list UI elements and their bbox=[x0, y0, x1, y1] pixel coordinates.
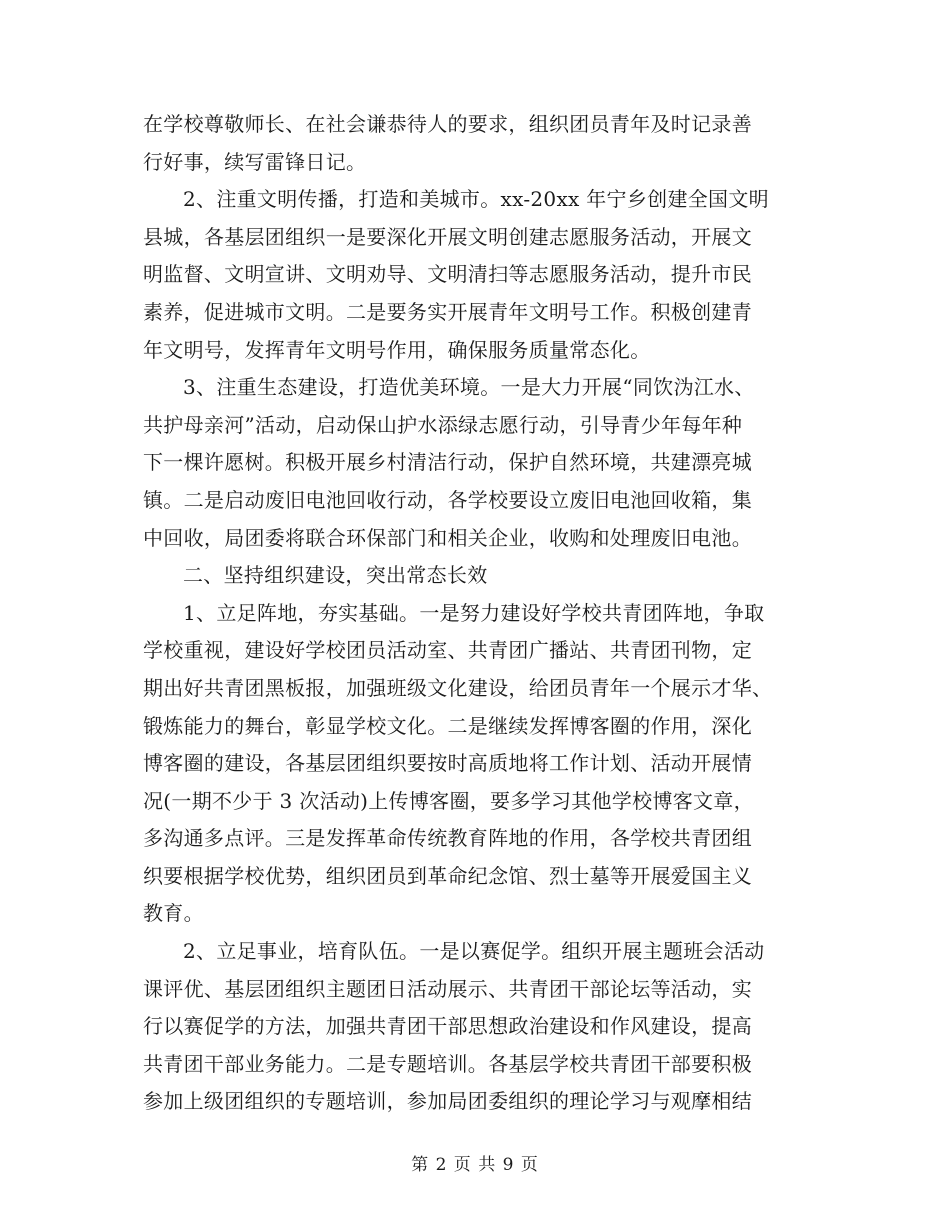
text-line: 1、立足阵地，夯实基础。一是努力建设好学校共青团阵地，争取 bbox=[183, 600, 765, 625]
text-line: 行以赛促学的方法，加强共青团干部思想政治建设和作风建设，提高 bbox=[143, 1014, 752, 1039]
text-line: 共护母亲河”活动，启动保山护水添绿志愿行动，引导青少年每年种 bbox=[143, 412, 743, 437]
text-line: 多沟通多点评。三是发挥革命传统教育阵地的作用，各学校共青团组 bbox=[143, 826, 752, 851]
text-line: 县城，各基层团组织一是要深化开展文明创建志愿服务活动，开展文 bbox=[143, 224, 752, 249]
text-line: 参加上级团组织的专题培训，参加局团委组织的理论学习与观摩相结 bbox=[143, 1089, 752, 1114]
text-line: 素养，促进城市文明。二是要务实开展青年文明号工作。积极创建青 bbox=[143, 299, 752, 324]
document-body bbox=[143, 106, 813, 1121]
text-line: 课评优、基层团组织主题团日活动展示、共青团干部论坛等活动，实 bbox=[143, 976, 752, 1001]
text-line: 行好事，续写雷锋日记。 bbox=[143, 149, 367, 174]
text-line: 3、注重生态建设，打造优美环境。一是大力开展“同饮沩江水、 bbox=[183, 375, 755, 400]
text-line: 镇。二是启动废旧电池回收行动，各学校要设立废旧电池回收箱，集 bbox=[143, 487, 752, 512]
text-line: 教育。 bbox=[143, 901, 204, 926]
page-number-footer: 第 2 页 共 9 页 bbox=[411, 1155, 539, 1175]
text-line: 博客圈的建设，各基层团组织要按时高质地将工作计划、活动开展情 bbox=[143, 751, 752, 776]
text-line: 织要根据学校优势，组织团员到革命纪念馆、烈士墓等开展爱国主义 bbox=[143, 863, 752, 888]
text-line: 学校重视，建设好学校团员活动室、共青团广播站、共青团刊物，定 bbox=[143, 638, 752, 663]
text-line: 2、注重文明传播，打造和美城市。xx-20xx 年宁乡创建全国文明 bbox=[183, 187, 769, 212]
text-line: 锻炼能力的舞台，彰显学校文化。二是继续发挥博客圈的作用，深化 bbox=[143, 713, 752, 738]
text-line: 共青团干部业务能力。二是专题培训。各基层学校共青团干部要积极 bbox=[143, 1051, 752, 1076]
text-line: 年文明号，发挥青年文明号作用，确保服务质量常态化。 bbox=[143, 337, 651, 362]
text-line: 中回收，局团委将联合环保部门和相关企业，收购和处理废旧电池。 bbox=[143, 525, 752, 550]
text-line: 在学校尊敬师长、在社会谦恭待人的要求，组织团员青年及时记录善 bbox=[143, 112, 752, 136]
text-line: 下一棵许愿树。积极开展乡村清洁行动，保护自然环境，共建漂亮城 bbox=[143, 450, 752, 475]
text-line: 况(一期不少于 3 次活动)上传博客圈，要多学习其他学校博客文章， bbox=[143, 788, 754, 813]
text-line: 期出好共青团黑板报，加强班级文化建设，给团员青年一个展示才华、 bbox=[143, 675, 773, 700]
text-line: 2、立足事业，培育队伍。一是以赛促学。组织开展主题班会活动 bbox=[183, 939, 765, 964]
text-line: 二、坚持组织建设，突出常态长效 bbox=[183, 563, 488, 588]
text-line: 明监督、文明宣讲、文明劝导、文明清扫等志愿服务活动，提升市民 bbox=[143, 262, 752, 287]
